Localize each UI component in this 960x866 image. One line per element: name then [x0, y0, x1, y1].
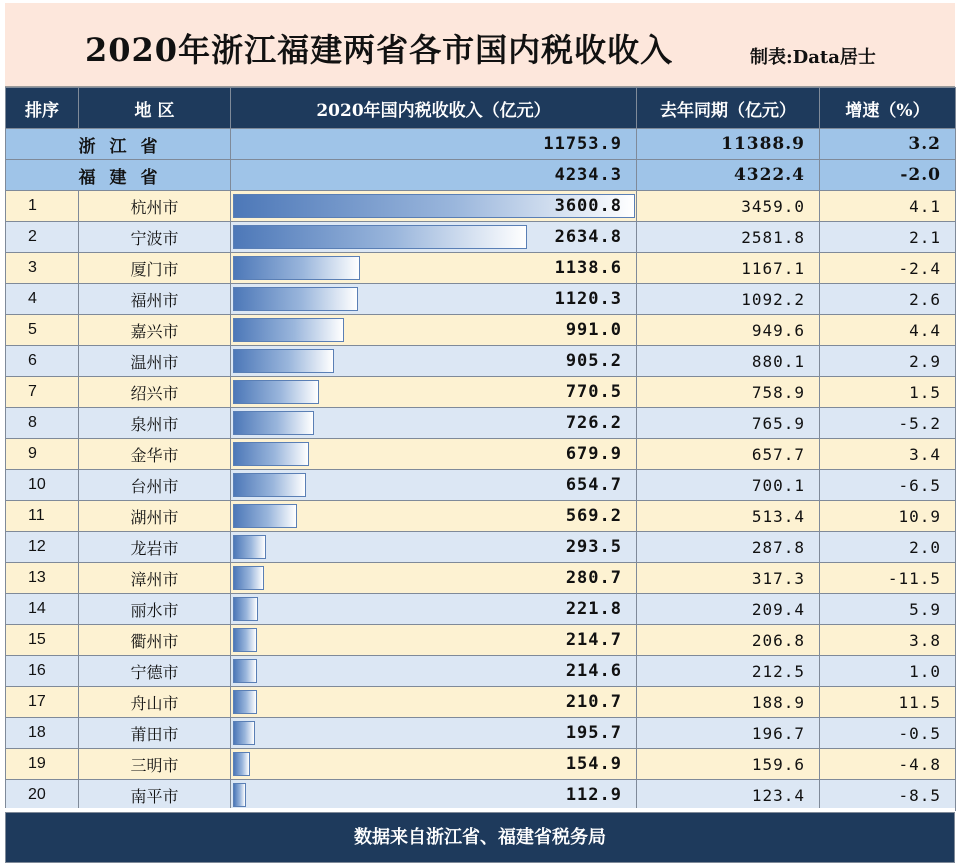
data-bar: [233, 659, 257, 683]
data-bar: [233, 473, 306, 497]
city-current: [231, 222, 637, 253]
city-growth: -8.5: [820, 780, 956, 811]
province-current-value: 4234.3: [554, 165, 622, 185]
table-row: [6, 532, 956, 563]
city-last-year: 159.6: [637, 749, 820, 780]
city-rank: 19: [6, 749, 79, 780]
city-last-year: 209.4: [637, 594, 820, 625]
city-current: [231, 501, 637, 532]
city-name: 金华市: [79, 439, 231, 470]
province-current-value: 11753.9: [543, 134, 622, 154]
city-rank: 1: [6, 191, 79, 222]
city-rank: 14: [6, 594, 79, 625]
data-bar: [233, 411, 314, 435]
data-bar: [233, 628, 257, 652]
city-name: 绍兴市: [79, 377, 231, 408]
table-row: [6, 346, 956, 377]
data-bar: [233, 256, 360, 280]
city-current: [231, 656, 637, 687]
city-last-year: 949.6: [637, 315, 820, 346]
city-last-year: 188.9: [637, 687, 820, 718]
tax-table: [5, 87, 956, 811]
table-row: [6, 253, 956, 284]
city-growth: 2.9: [820, 346, 956, 377]
city-last-year: 317.3: [637, 563, 820, 594]
city-rank: 6: [6, 346, 79, 377]
city-rank: 9: [6, 439, 79, 470]
city-current-value: 293.5: [565, 537, 622, 557]
table-row: [6, 191, 956, 222]
province-row: [6, 160, 956, 191]
city-current-value: 770.5: [565, 382, 622, 402]
city-last-year: 758.9: [637, 377, 820, 408]
city-current-value: 726.2: [565, 413, 622, 433]
table-row: [6, 439, 956, 470]
city-current: [231, 749, 637, 780]
city-last-year: 123.4: [637, 780, 820, 811]
city-growth: 3.4: [820, 439, 956, 470]
city-rank: 13: [6, 563, 79, 594]
city-current-value: 3600.8: [554, 196, 622, 216]
city-last-year: 657.7: [637, 439, 820, 470]
city-growth: 5.9: [820, 594, 956, 625]
city-rank: 8: [6, 408, 79, 439]
city-current-value: 154.9: [565, 754, 622, 774]
data-bar: [233, 690, 257, 714]
table-row: [6, 563, 956, 594]
city-name: 湖州市: [79, 501, 231, 532]
city-name: 龙岩市: [79, 532, 231, 563]
city-current-value: 214.7: [565, 630, 622, 650]
title-bar: [5, 3, 955, 87]
city-current-value: 280.7: [565, 568, 622, 588]
chart-title: 2020年浙江福建两省各市国内税收收入: [85, 31, 674, 69]
table-row: [6, 718, 956, 749]
city-rank: 16: [6, 656, 79, 687]
city-growth: 2.6: [820, 284, 956, 315]
header-region: 地 区: [79, 88, 231, 129]
city-current: [231, 315, 637, 346]
city-current: [231, 346, 637, 377]
province-growth: 3.2: [820, 129, 956, 160]
table-row: [6, 284, 956, 315]
province-growth: -2.0: [820, 160, 956, 191]
data-bar: [233, 287, 358, 311]
city-current-value: 210.7: [565, 692, 622, 712]
city-growth: 2.1: [820, 222, 956, 253]
city-name: 杭州市: [79, 191, 231, 222]
city-last-year: 196.7: [637, 718, 820, 749]
table-row: [6, 222, 956, 253]
city-current: [231, 408, 637, 439]
data-bar: [233, 504, 297, 528]
city-name: 舟山市: [79, 687, 231, 718]
table-row: [6, 687, 956, 718]
city-growth: -2.4: [820, 253, 956, 284]
city-growth: -5.2: [820, 408, 956, 439]
city-name: 衢州市: [79, 625, 231, 656]
city-current-value: 654.7: [565, 475, 622, 495]
table-row: [6, 749, 956, 780]
city-current-value: 991.0: [565, 320, 622, 340]
city-current: [231, 191, 637, 222]
city-growth: -0.5: [820, 718, 956, 749]
province-name: 浙江省: [6, 129, 231, 160]
maker-credit: 制表:Data居士: [750, 47, 876, 68]
city-name: 温州市: [79, 346, 231, 377]
city-last-year: 1167.1: [637, 253, 820, 284]
city-current-value: 1138.6: [554, 258, 622, 278]
city-name: 台州市: [79, 470, 231, 501]
city-rank: 10: [6, 470, 79, 501]
city-current-value: 195.7: [565, 723, 622, 743]
city-growth: -4.8: [820, 749, 956, 780]
city-current-value: 2634.8: [554, 227, 622, 247]
city-last-year: 1092.2: [637, 284, 820, 315]
city-current-value: 569.2: [565, 506, 622, 526]
city-current: [231, 687, 637, 718]
city-rank: 17: [6, 687, 79, 718]
city-current-value: 221.8: [565, 599, 622, 619]
city-name: 福州市: [79, 284, 231, 315]
table-row: [6, 501, 956, 532]
table-row: [6, 780, 956, 811]
city-current: [231, 284, 637, 315]
city-current: [231, 532, 637, 563]
city-name: 泉州市: [79, 408, 231, 439]
data-bar: [233, 721, 255, 745]
data-bar: [233, 349, 334, 373]
city-growth: 4.1: [820, 191, 956, 222]
city-last-year: 3459.0: [637, 191, 820, 222]
city-last-year: 2581.8: [637, 222, 820, 253]
table-row: [6, 625, 956, 656]
table-body: [6, 129, 956, 811]
city-current-value: 1120.3: [554, 289, 622, 309]
city-name: 宁德市: [79, 656, 231, 687]
city-growth: -6.5: [820, 470, 956, 501]
table-row: [6, 594, 956, 625]
city-growth: 10.9: [820, 501, 956, 532]
city-last-year: 700.1: [637, 470, 820, 501]
city-rank: 3: [6, 253, 79, 284]
city-growth: 3.8: [820, 625, 956, 656]
data-bar: [233, 442, 309, 466]
city-last-year: 212.5: [637, 656, 820, 687]
city-growth: -11.5: [820, 563, 956, 594]
city-last-year: 206.8: [637, 625, 820, 656]
data-bar: [233, 380, 319, 404]
data-bar: [233, 566, 264, 590]
city-name: 嘉兴市: [79, 315, 231, 346]
city-last-year: 513.4: [637, 501, 820, 532]
city-name: 厦门市: [79, 253, 231, 284]
province-current: [231, 160, 637, 191]
table-row: [6, 656, 956, 687]
city-growth: 2.0: [820, 532, 956, 563]
province-name: 福建省: [6, 160, 231, 191]
city-last-year: 765.9: [637, 408, 820, 439]
table-row: [6, 470, 956, 501]
city-current-value: 679.9: [565, 444, 622, 464]
city-current-value: 905.2: [565, 351, 622, 371]
city-current: [231, 594, 637, 625]
header-last-year: 去年同期（亿元）: [637, 88, 820, 129]
province-last-year: 11388.9: [637, 129, 820, 160]
city-current: [231, 439, 637, 470]
data-bar: [233, 783, 246, 807]
data-bar: [233, 752, 250, 776]
city-growth: 1.0: [820, 656, 956, 687]
city-current: [231, 253, 637, 284]
province-row: [6, 129, 956, 160]
city-current: [231, 470, 637, 501]
city-last-year: 880.1: [637, 346, 820, 377]
city-growth: 11.5: [820, 687, 956, 718]
city-current: [231, 377, 637, 408]
header-rank: 排序: [6, 88, 79, 129]
data-bar: [233, 225, 527, 249]
city-rank: 15: [6, 625, 79, 656]
table-row: [6, 377, 956, 408]
source-footer: 数据来自浙江省、福建省税务局: [5, 812, 955, 863]
city-current-value: 112.9: [565, 785, 622, 805]
header-growth: 增速（%）: [820, 88, 956, 129]
city-rank: 11: [6, 501, 79, 532]
header-row: [6, 88, 956, 129]
data-bar: [233, 535, 266, 559]
city-name: 漳州市: [79, 563, 231, 594]
city-current: [231, 563, 637, 594]
city-name: 宁波市: [79, 222, 231, 253]
city-rank: 12: [6, 532, 79, 563]
city-name: 莆田市: [79, 718, 231, 749]
city-current: [231, 780, 637, 811]
city-current-value: 214.6: [565, 661, 622, 681]
city-last-year: 287.8: [637, 532, 820, 563]
province-current: [231, 129, 637, 160]
city-current: [231, 718, 637, 749]
data-bar: [233, 318, 344, 342]
city-rank: 5: [6, 315, 79, 346]
city-rank: 18: [6, 718, 79, 749]
city-name: 南平市: [79, 780, 231, 811]
table-row: [6, 315, 956, 346]
province-last-year: 4322.4: [637, 160, 820, 191]
city-rank: 7: [6, 377, 79, 408]
city-growth: 4.4: [820, 315, 956, 346]
city-rank: 20: [6, 780, 79, 811]
city-growth: 1.5: [820, 377, 956, 408]
table-row: [6, 408, 956, 439]
city-name: 丽水市: [79, 594, 231, 625]
city-rank: 4: [6, 284, 79, 315]
data-bar: [233, 597, 258, 621]
header-current: 2020年国内税收收入（亿元）: [231, 88, 637, 129]
city-rank: 2: [6, 222, 79, 253]
city-current: [231, 625, 637, 656]
city-name: 三明市: [79, 749, 231, 780]
